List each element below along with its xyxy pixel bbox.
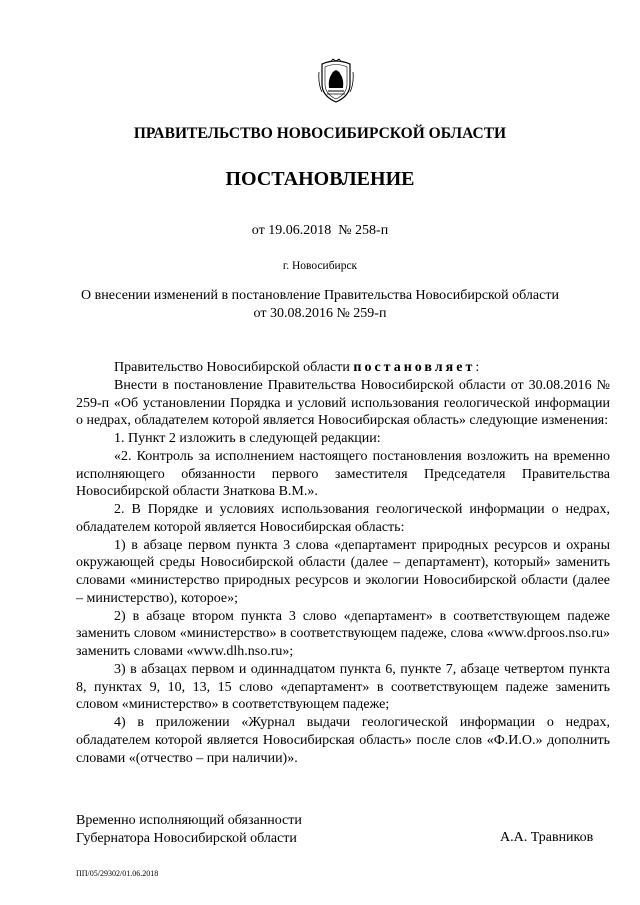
- intro-suffix: :: [475, 360, 480, 375]
- coat-of-arms-icon: [318, 58, 354, 104]
- city-label: г. Новосибирск: [282, 260, 358, 272]
- government-title: ПРАВИТЕЛЬСТВО НОВОСИБИРСКОЙ ОБЛАСТИ: [133, 125, 507, 142]
- intro-decree-word: постановляет: [353, 360, 476, 375]
- body-paragraph: 2) в абзаце втором пункта 3 слово «департамент» в соответствующем падеже заменить словом «министерство» в соответствующем падеже, слова «www.dproos.nso.ru» заменить словами «www.dlh.nso.ru»;: [76, 608, 610, 659]
- document-date-number: от 19.06.2018 № 258-п: [251, 223, 389, 238]
- intro-prefix: Правительство Новосибирской области: [114, 360, 354, 375]
- signatory-position-line-1: Временно исполняющий обязанности: [76, 813, 302, 828]
- body-paragraph: 2. В Порядке и условиях использования геологической информации о недрах, обладателем которой является Новосибирская область:: [76, 502, 610, 535]
- signatory-name: А.А. Травников: [500, 830, 594, 845]
- footer-document-code: ПП/05/29302/01.06.2018: [76, 869, 159, 878]
- body-paragraph: 1) в абзаце первом пункта 3 слова «департамент природных ресурсов и охраны окружающей среды Новосибирской области (далее – департамент), который» заменить словами «министерство природных ресурсов и экологии Новосибирской области (далее – министерство), которое»;: [76, 537, 610, 606]
- document-type-title: ПОСТАНОВЛЕНИЕ: [225, 168, 415, 190]
- signatory-position-line-2: Губернатора Новосибирской области: [76, 831, 297, 846]
- body-paragraph: 3) в абзацах первом и одиннадцатом пункта 6, пункте 7, абзаце четвертом пункта 8, пунктах 9, 10, 13, 15 слово «департамент» в соответствующем падеже заменить словом «министерство» в соответствующем падеже;: [76, 661, 610, 713]
- body-paragraph-intro: [76, 359, 610, 377]
- document-subject: [0, 287, 640, 323]
- body-paragraph: 1. Пункт 2 изложить в следующей редакции:: [114, 431, 381, 446]
- subject-line-1: О внесении изменений в постановление Правительства Новосибирской области: [81, 288, 559, 303]
- body-paragraph: Внести в постановление Правительства Новосибирской области от 30.08.2016 № 259-п «Об установлении Порядка и условий использования геологической информации о недрах, обладателем которой является Новосибирская область» следующие изменения:: [76, 377, 610, 429]
- body-paragraph: 4) в приложении «Журнал выдачи геологической информации о недрах, обладателем которой является Новосибирская область» после слов «Ф.И.О.» дополнить словами «(отчество – при наличии)».: [76, 715, 610, 766]
- body-paragraph: «2. Контроль за исполнением настоящего постановления возложить на временно исполняющего обязанности первого заместителя Председателя Правительства Новосибирской области Знаткова В.М.».: [76, 448, 610, 500]
- document-body: [76, 359, 610, 767]
- signatory-position: [76, 812, 302, 848]
- subject-line-2: от 30.08.2016 № 259-п: [253, 306, 387, 321]
